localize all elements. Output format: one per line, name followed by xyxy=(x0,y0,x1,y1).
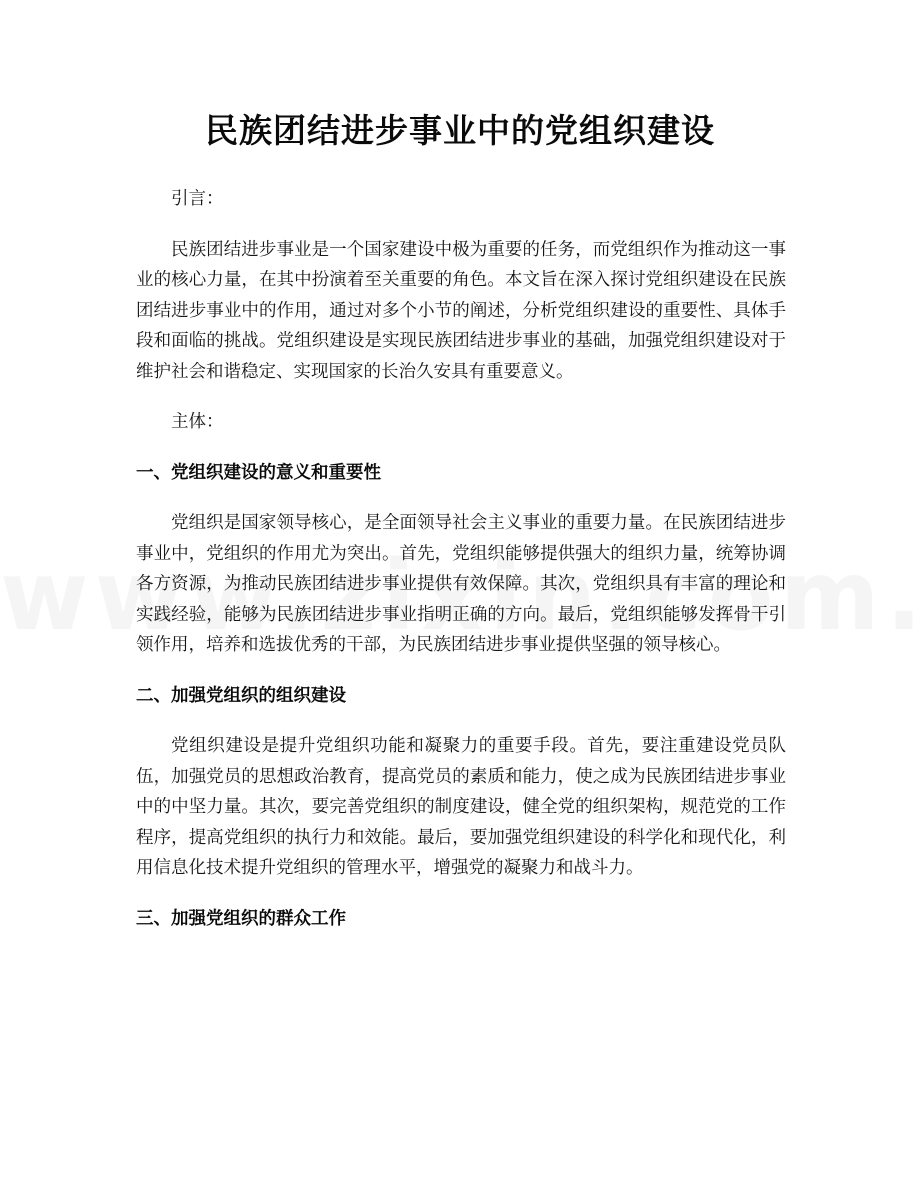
section-paragraph-1: 党组织是国家领导核心，是全面领导社会主义事业的重要力量。在民族团结进步事业中，党组织的作用尤为突出。首先，党组织能够提供强大的组织力量，统筹协调各方资源，为推动民族团结进步事业提供有效保障。其次，党组织具有丰富的理论和实践经验，能够为民族团结进步事业指明正确的方向。最后，党组织能够发挥骨干引领作用，培养和选拔优秀的干部，为民族团结进步事业提供坚强的领导核心。 xyxy=(136,513,786,655)
section-heading-1: 一、党组织建设的意义和重要性 xyxy=(136,462,381,483)
intro-label: 引言： xyxy=(171,189,224,209)
document-body xyxy=(136,184,786,934)
section-heading-3: 三、加强党组织的群众工作 xyxy=(136,908,346,929)
section-heading-2: 二、加强党组织的组织建设 xyxy=(136,685,346,706)
section-paragraph-2: 党组织建设是提升党组织功能和凝聚力的重要手段。首先，要注重建设党员队伍，加强党员的思想政治教育，提高党员的素质和能力，使之成为民族团结进步事业中的中坚力量。其次，要完善党组织的制度建设，健全党的组织架构，规范党的工作程序，提高党组织的执行力和效能。最后，要加强党组织建设的科学化和现代化，利用信息化技术提升党组织的管理水平，增强党的凝聚力和战斗力。 xyxy=(136,736,786,878)
page-title: 民族团结进步事业中的党组织建设 xyxy=(205,111,715,150)
intro-paragraph: 民族团结进步事业是一个国家建设中极为重要的任务，而党组织作为推动这一事业的核心力量，在其中扮演着至关重要的角色。本文旨在深入探讨党组织建设在民族团结进步事业中的作用，通过对多个小节的阐述，分析党组织建设的重要性、具体手段和面临的挑战。党组织建设是实现民族团结进步事业的基础，加强党组织建设对于维护社会和谐稳定、实现国家的长治久安具有重要意义。 xyxy=(136,239,786,382)
body-label: 主体： xyxy=(171,412,224,432)
